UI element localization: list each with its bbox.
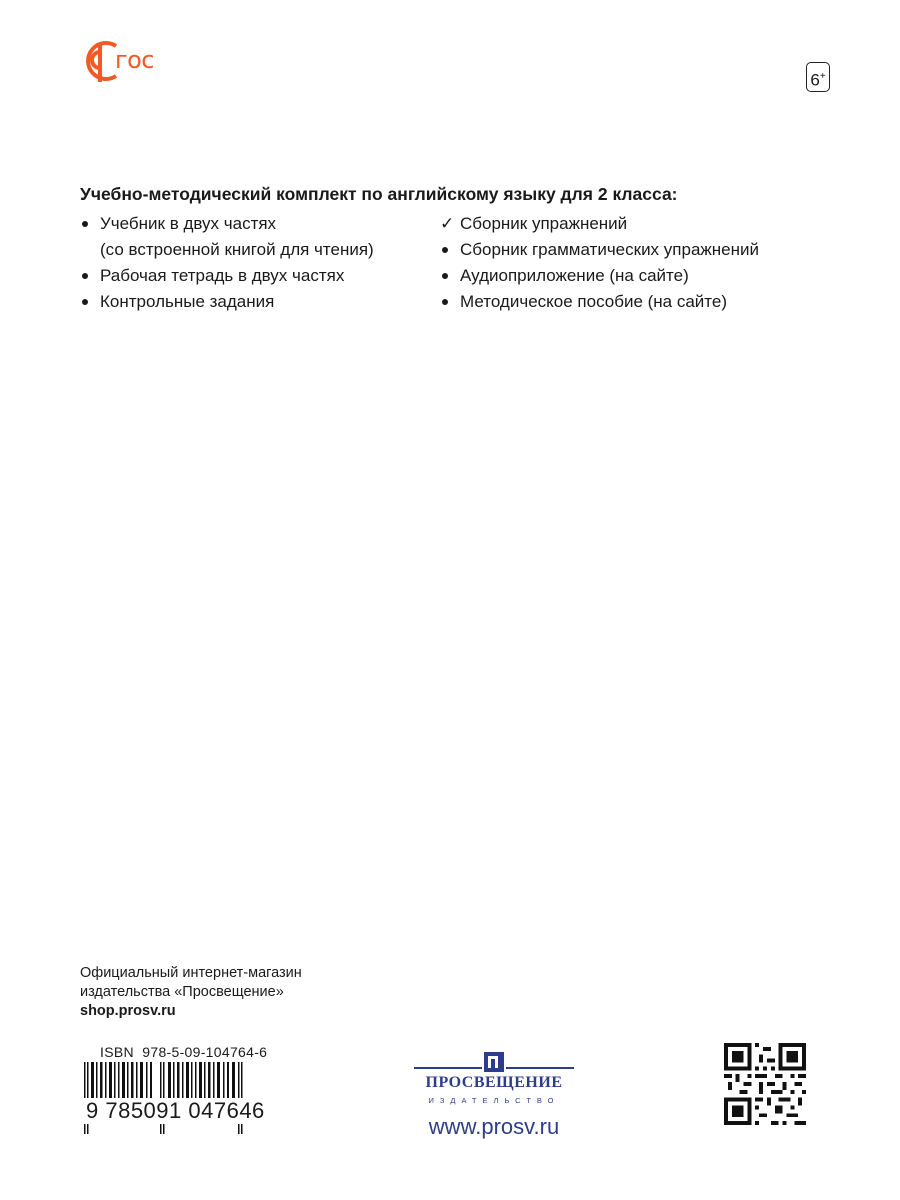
fgos-logo-text: гос (115, 46, 154, 74)
qr-code-icon[interactable] (724, 1043, 806, 1125)
kit-item-line: Рабочая тетрадь в двух частях (100, 266, 345, 285)
checkmark-icon: ✓ (440, 214, 455, 233)
kit-item (80, 289, 374, 315)
kit-heading: Учебно-методический комплект по английскому языку для 2 класса: (80, 184, 678, 204)
kit-item (440, 211, 759, 237)
age-rating-value: 6 (810, 70, 820, 90)
shop-info (80, 964, 302, 1021)
kit-list-left (80, 211, 374, 315)
publisher-name: ПРОСВЕЩЕНИЕ (425, 1074, 563, 1091)
kit-item (440, 263, 759, 289)
kit-item-line: Сборник грамматических упражнений (460, 240, 759, 259)
publisher-url-link[interactable]: www.prosv.ru (428, 1114, 560, 1139)
barcode-digits: 9 785091 047646 (86, 1098, 265, 1123)
shop-url-link[interactable]: shop.prosv.ru (80, 1003, 176, 1019)
shop-line-2: издательства «Просвещение» (80, 984, 284, 1000)
kit-item (440, 289, 759, 315)
kit-item-line: (со встроенной книгой для чтения) (100, 240, 374, 259)
fgos-logo (80, 38, 170, 88)
kit-item-line: Контрольные задания (100, 292, 275, 311)
kit-item-line: Аудиоприложение (на сайте) (460, 266, 689, 285)
isbn-line (100, 1044, 267, 1060)
kit-item (440, 237, 759, 263)
isbn-label: ISBN (100, 1044, 134, 1060)
age-rating-badge (806, 62, 830, 92)
kit-item-line: Учебник в двух частях (100, 214, 277, 233)
kit-item-line: Методическое пособие (на сайте) (460, 292, 728, 311)
kit-item (80, 263, 374, 289)
kit-item-line: Сборник упражнений (460, 214, 628, 233)
kit-item (80, 211, 374, 263)
age-rating-plus: + (819, 71, 826, 82)
kit-list-right (440, 211, 759, 315)
isbn-number: 978-5-09-104764-6 (142, 1044, 268, 1060)
publisher-subtitle: ИЗДАТЕЛЬСТВО (428, 1096, 560, 1105)
prosveshchenie-logo-icon (414, 1046, 574, 1076)
publisher-block (414, 1046, 574, 1139)
shop-line-1: Официальный интернет-магазин (80, 965, 302, 981)
